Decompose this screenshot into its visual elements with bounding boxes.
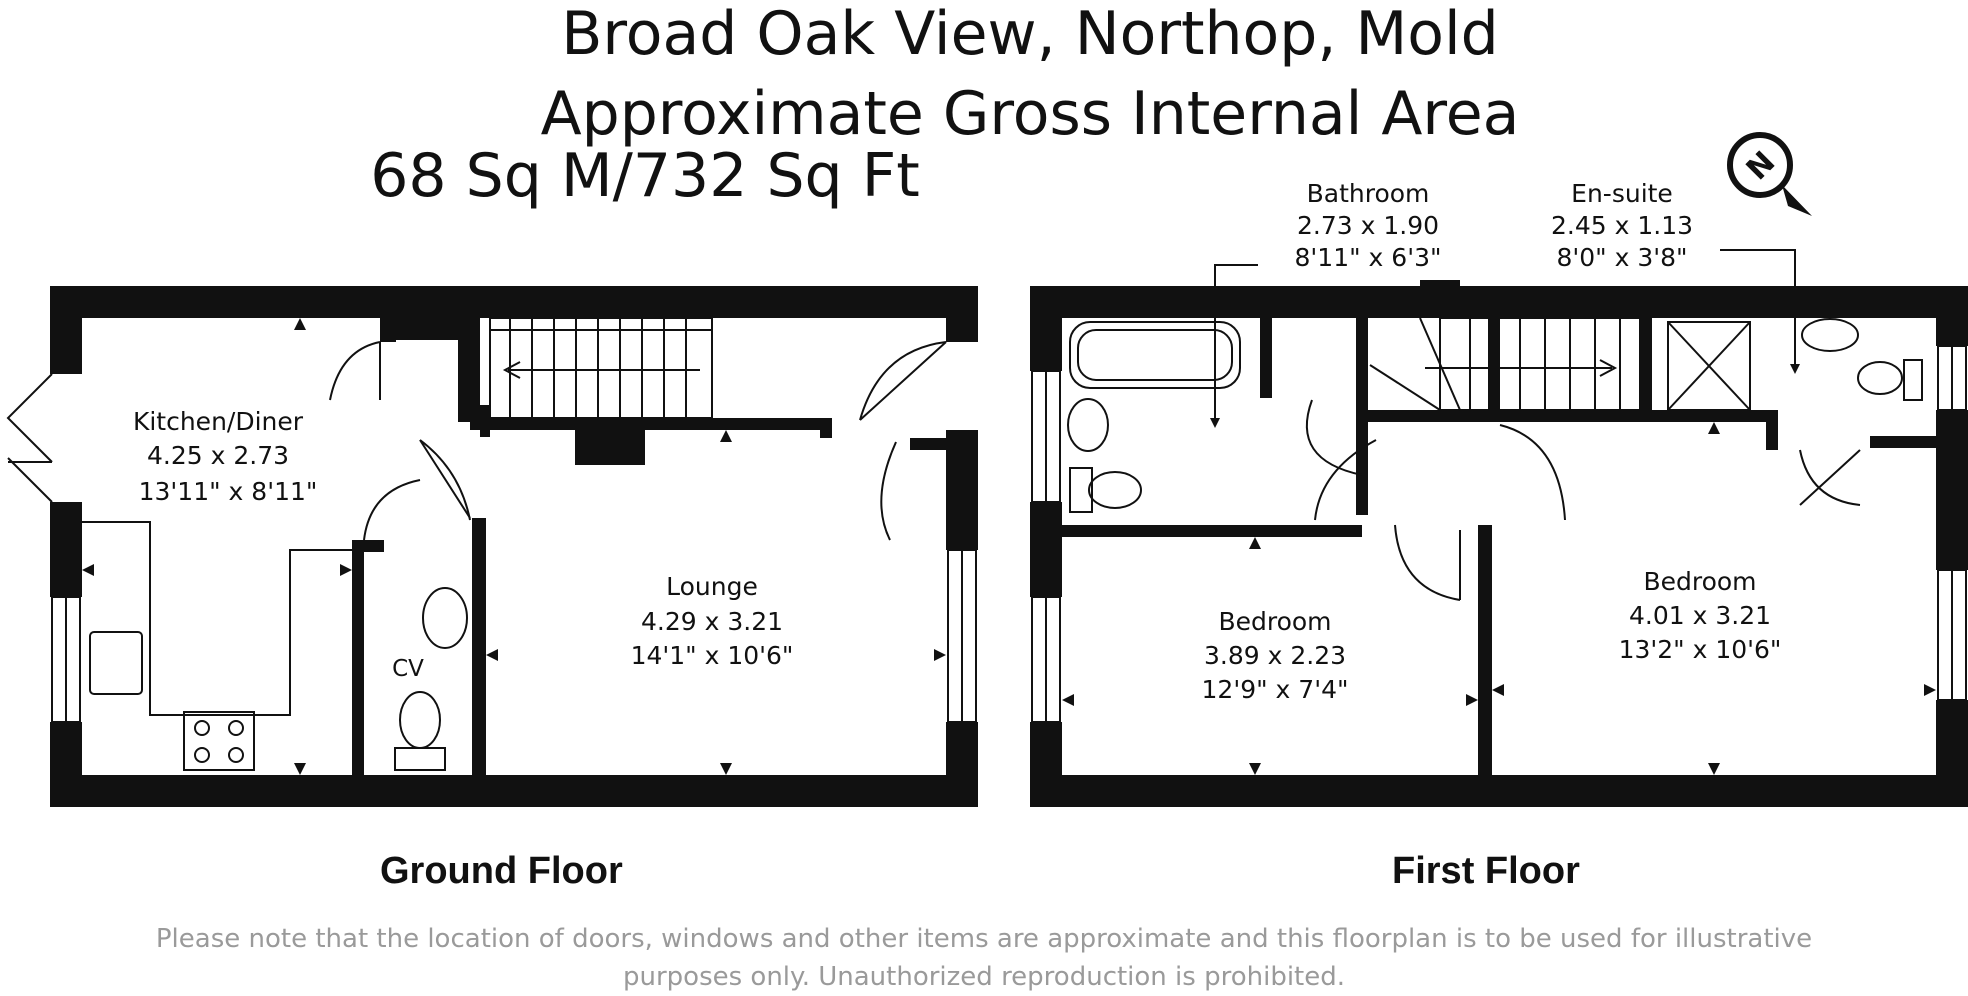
dimension-arrow	[1466, 694, 1478, 706]
stair-winder	[1370, 365, 1440, 410]
gross-area: 68 Sq M/732 Sq Ft	[370, 141, 920, 211]
hob-ring	[229, 748, 243, 762]
front-door-leaf	[860, 342, 946, 420]
ground-floor-plan	[8, 286, 978, 807]
toilet-cistern	[1904, 360, 1922, 400]
bedroom2-metric: 3.89 x 2.23	[1203, 641, 1347, 670]
wall-stub	[1420, 280, 1460, 318]
bathroom-toilet	[1089, 472, 1141, 508]
bedroom-divider-wall	[1478, 525, 1492, 775]
wc-right-wall	[472, 518, 486, 775]
north-compass	[1730, 135, 1812, 216]
first-top-wall	[1030, 286, 1968, 318]
bath-inner	[1078, 330, 1232, 380]
ground-top-wall	[50, 286, 978, 318]
wc-left-wall	[352, 540, 364, 775]
disclaimer-line-2: purposes only. Unauthorized reproduction is prohibited.	[622, 962, 1346, 992]
dimension-arrow	[340, 564, 352, 576]
dimension-arrow	[294, 318, 306, 330]
dimension-arrow	[82, 564, 94, 576]
first-right-wall-mid	[1936, 410, 1968, 570]
stair-bottom-wall	[1356, 410, 1496, 422]
kitchen-name: Kitchen/Diner	[132, 407, 304, 436]
first-floor-label: First Floor	[1392, 850, 1580, 892]
toilet-cistern	[395, 748, 445, 770]
kitchen-imperial: 13'11" x 8'11"	[138, 477, 318, 506]
bedroom2-imperial: 12'9" x 7'4"	[1201, 675, 1349, 704]
ensuite-imperial: 8'0" x 3'8"	[1556, 243, 1688, 272]
lounge-imperial: 14'1" x 10'6"	[630, 641, 794, 670]
hob-ring	[195, 721, 209, 735]
ensuite-basin	[1802, 319, 1858, 351]
dimension-arrow	[294, 763, 306, 775]
leader-arrow	[1210, 418, 1220, 428]
cloakroom-label: CV	[392, 656, 424, 682]
cupboard-door	[1307, 400, 1362, 475]
door-arc	[881, 442, 896, 540]
leader-arrow	[1790, 364, 1800, 374]
lounge-metric: 4.29 x 3.21	[640, 607, 784, 636]
wall-stub	[1766, 410, 1778, 450]
ensuite-toilet	[1858, 362, 1902, 394]
wall-stub	[380, 318, 396, 342]
first-floor-plan	[1030, 250, 1968, 807]
bedroom2-name: Bedroom	[1218, 607, 1332, 636]
bedroom1-metric: 4.01 x 3.21	[1628, 601, 1772, 630]
ground-left-wall-lower	[50, 722, 82, 807]
compass-arrow	[1782, 185, 1812, 216]
first-left-wall-lower	[1030, 722, 1062, 807]
kitchen-worktop	[82, 522, 352, 715]
first-right-wall-upper	[1936, 286, 1968, 346]
wall-stub	[1870, 436, 1940, 448]
bathroom-basin	[1068, 399, 1108, 451]
ground-stairs	[490, 318, 712, 418]
ensuite-name: En-suite	[1571, 179, 1673, 208]
ensuite-left-wall	[1640, 318, 1652, 422]
ground-right-wall-lower	[946, 722, 978, 807]
bath-cupboard-wall	[1260, 318, 1272, 398]
bathroom-metric: 2.73 x 1.90	[1296, 211, 1440, 240]
bath-hall-wall	[1356, 300, 1368, 515]
disclaimer-line-1: Please note that the location of doors, windows and other items are approximate and this floorplan is to be used for illustrative	[155, 924, 1813, 954]
ground-left-wall-mid	[50, 502, 82, 597]
dimension-arrow	[934, 649, 946, 661]
compass-north-label: N	[1739, 144, 1783, 188]
ground-right-wall-mid	[946, 430, 978, 550]
ensuite-metric: 2.45 x 1.13	[1550, 211, 1694, 240]
dimension-arrow	[1249, 763, 1261, 775]
wall-stub	[820, 418, 832, 438]
wc-toilet	[400, 692, 440, 748]
hob-ring	[195, 748, 209, 762]
disclaimer	[0, 920, 1968, 996]
kitchen-metric: 4.25 x 2.73	[146, 441, 290, 470]
dimension-arrow	[1708, 763, 1720, 775]
hob-ring	[229, 721, 243, 735]
ensuite-bottom-wall	[1488, 410, 1773, 422]
door-arc	[8, 458, 52, 502]
ground-floor-label: Ground Floor	[380, 850, 623, 892]
cupboard-wall	[458, 318, 480, 422]
first-bottom-wall	[1030, 775, 1968, 807]
dimension-arrow	[1708, 422, 1720, 434]
kitchen-sink	[90, 632, 142, 694]
wc-basin	[423, 588, 467, 648]
fireplace	[575, 430, 645, 465]
lounge-top-wall	[470, 418, 820, 430]
cupboard-door	[330, 342, 380, 400]
lounge-name: Lounge	[666, 572, 758, 601]
dimension-arrow	[1249, 537, 1261, 549]
dimension-arrow	[720, 763, 732, 775]
ground-left-wall-upper	[50, 286, 82, 374]
area-subtitle: Approximate Gross Internal Area	[540, 79, 1520, 149]
bedroom2-door	[1395, 525, 1460, 600]
first-right-wall-lower	[1936, 700, 1968, 807]
first-left-wall-mid	[1030, 502, 1062, 597]
ground-bottom-wall	[50, 775, 978, 807]
wall-stub	[910, 438, 946, 450]
bedroom1-imperial: 13'2" x 10'6"	[1618, 635, 1782, 664]
ground-right-wall-upper	[946, 286, 978, 342]
property-title: Broad Oak View, Northop, Mold	[561, 0, 1499, 69]
dimension-arrow	[486, 649, 498, 661]
landing-door	[1500, 425, 1565, 520]
bathroom-imperial: 8'11" x 6'3"	[1294, 243, 1442, 272]
bath-bed-wall	[1062, 525, 1362, 537]
bathroom-name: Bathroom	[1306, 179, 1430, 208]
dimension-arrow	[1062, 694, 1074, 706]
first-left-wall-upper	[1030, 286, 1062, 371]
wc-door	[364, 480, 420, 540]
hob	[184, 712, 254, 770]
bedroom1-name: Bedroom	[1643, 567, 1757, 596]
french-door	[8, 374, 52, 462]
door-leaf	[420, 440, 470, 518]
dimension-arrow	[1492, 684, 1504, 696]
dimension-arrow	[1924, 684, 1936, 696]
dimension-arrow	[720, 430, 732, 442]
